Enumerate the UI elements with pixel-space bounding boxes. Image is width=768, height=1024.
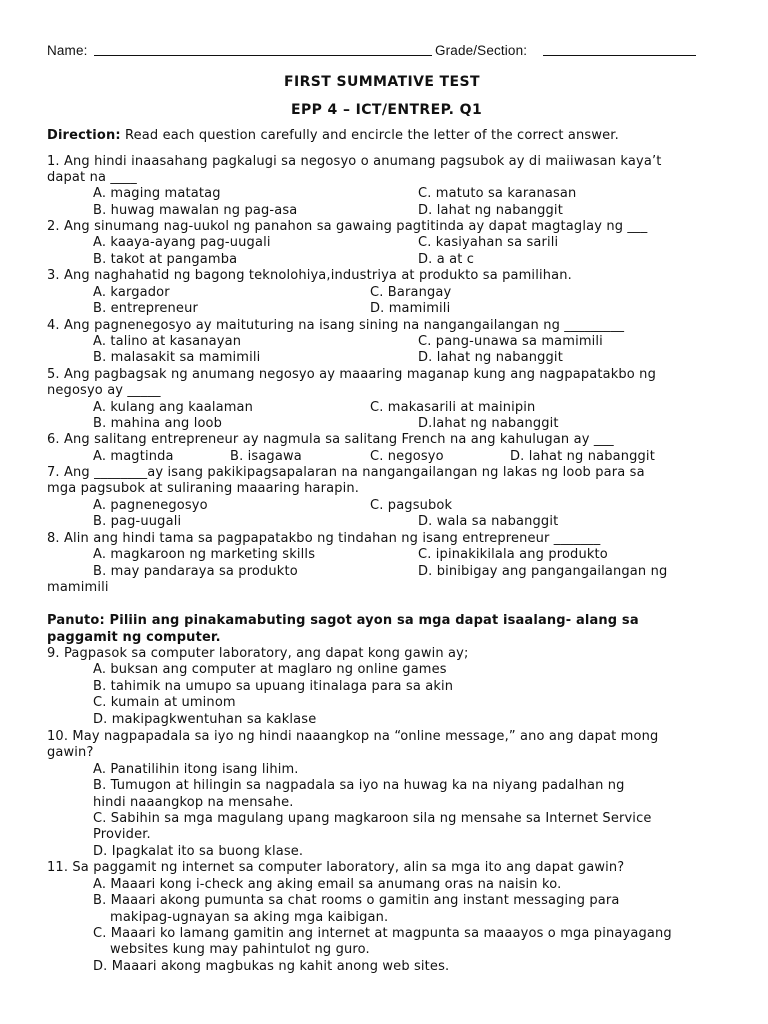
- q1-option-d[interactable]: D. lahat ng nabanggit: [418, 203, 563, 218]
- q3-stem: 3. Ang naghahatid ng bagong teknolohiya,industriya at produkto sa pamilihan.: [47, 268, 572, 283]
- q3-option-c[interactable]: C. Barangay: [370, 285, 452, 300]
- q10-stem-line1: 10. May nagpapadala sa iyo ng hindi naaangkop na “online message,” ano ang dapat mong: [47, 729, 659, 744]
- q10-stem-line2: gawin?: [47, 745, 94, 760]
- q5-option-a[interactable]: A. kulang ang kaalaman: [93, 400, 254, 415]
- grade-section-blank[interactable]: [543, 43, 696, 61]
- q9-option-b[interactable]: B. tahimik na umupo sa upuang itinalaga para sa akin: [93, 679, 454, 694]
- q11-option-c-line2: websites kung may pahintulot ng guro.: [110, 942, 370, 957]
- q8-option-c[interactable]: C. ipinakikilala ang produkto: [418, 547, 608, 562]
- q1-option-c[interactable]: C. matuto sa karanasan: [418, 186, 577, 201]
- q11-option-c-line1[interactable]: C. Maaari ko lamang gamitin ang internet at magpunta sa maaayos o mga pinayagang: [93, 926, 672, 941]
- q8-option-b[interactable]: B. may pandaraya sa produkto: [93, 564, 298, 579]
- q4-stem: 4. Ang pagnenegosyo ay maituturing na isang sining na nangangailangan ng _________: [47, 318, 625, 333]
- q11-option-b-line1[interactable]: B. Maaari akong pumunta sa chat rooms o gamitin ang instant messaging para: [93, 893, 620, 908]
- q11-option-a[interactable]: A. Maaari kong i-check ang aking email sa anumang oras na naisin ko.: [93, 877, 562, 892]
- q6-option-b[interactable]: B. isagawa: [230, 449, 302, 464]
- q6-option-c[interactable]: C. negosyo: [370, 449, 444, 464]
- q8-option-a[interactable]: A. magkaroon ng marketing skills: [93, 547, 316, 562]
- panuto-line2: paggamit ng computer.: [47, 630, 221, 645]
- q4-option-d[interactable]: D. lahat ng nabanggit: [418, 350, 563, 365]
- q10-option-c-line2: Provider.: [93, 827, 151, 842]
- q2-option-a[interactable]: A. kaaya-ayang pag-uugali: [93, 235, 271, 250]
- q3-option-a[interactable]: A. kargador: [93, 285, 170, 300]
- name-label: Name:: [47, 43, 88, 58]
- q1-stem-line1: 1. Ang hindi inaasahang pagkalugi sa negosyo o anumang pagsubok ay di maiiwasan kaya’t: [47, 154, 662, 169]
- q2-option-b[interactable]: B. takot at pangamba: [93, 252, 238, 267]
- q5-stem-line1: 5. Ang pagbagsak ng anumang negosyo ay maaaring maganap kung ang nagpapatakbo ng: [47, 367, 656, 382]
- q2-option-c[interactable]: C. kasiyahan sa sarili: [418, 235, 559, 250]
- q1-option-a[interactable]: A. maging matatag: [93, 186, 221, 201]
- grade-section-label: Grade/Section:: [435, 43, 528, 58]
- q6-stem: 6. Ang salitang entrepreneur ay nagmula sa salitang French na ang kahulugan ay ___: [47, 432, 614, 447]
- q7-stem-line2: mga pagsubok at suliraning maaaring harapin.: [47, 481, 360, 496]
- q5-option-c[interactable]: C. makasarili at mainipin: [370, 400, 536, 415]
- direction-text: Read each question carefully and encircle the letter of the correct answer.: [120, 128, 619, 143]
- direction-label: Direction:: [47, 128, 121, 143]
- q7-option-a[interactable]: A. pagnenegosyo: [93, 498, 208, 513]
- q7-option-d[interactable]: D. wala sa nabanggit: [418, 514, 559, 529]
- q10-option-b-line2: hindi naaangkop na mensahe.: [93, 795, 294, 810]
- q4-option-b[interactable]: B. malasakit sa mamimili: [93, 350, 261, 365]
- q5-option-d[interactable]: D.lahat ng nabanggit: [418, 416, 559, 431]
- q10-option-b-line1[interactable]: B. Tumugon at hilingin sa nagpadala sa iyo na huwag ka na niyang padalhan ng: [93, 778, 625, 793]
- q9-option-d[interactable]: D. makipagkwentuhan sa kaklase: [93, 712, 317, 727]
- q1-stem-line2: dapat na ____: [47, 170, 137, 185]
- q8-stem: 8. Alin ang hindi tama sa pagpapatakbo ng tindahan ng isang entrepreneur _______: [47, 531, 601, 546]
- q10-option-d[interactable]: D. Ipagkalat ito sa buong klase.: [93, 844, 304, 859]
- q4-option-c[interactable]: C. pang-unawa sa mamimili: [418, 334, 603, 349]
- q5-stem-line2: negosyo ay _____: [47, 383, 161, 398]
- q7-stem-line1: 7. Ang ________ay isang pakikipagsapalaran na nangangailangan ng lakas ng loob para sa: [47, 465, 645, 480]
- q9-stem: 9. Pagpasok sa computer laboratory, ang dapat kong gawin ay;: [47, 646, 469, 661]
- q11-stem: 11. Sa paggamit ng internet sa computer laboratory, alin sa mga ito ang dapat gawin?: [47, 860, 625, 875]
- q2-option-d[interactable]: D. a at c: [418, 252, 475, 267]
- test-title: FIRST SUMMATIVE TEST: [284, 74, 480, 90]
- panuto-line1: Panuto: Piliin ang pinakamabuting sagot ayon sa mga dapat isaalang- alang sa: [47, 613, 639, 628]
- test-subtitle: EPP 4 – ICT/ENTREP. Q1: [291, 102, 483, 118]
- q6-option-d[interactable]: D. lahat ng nabanggit: [510, 449, 655, 464]
- q10-option-a[interactable]: A. Panatilihin itong isang lihim.: [93, 762, 299, 777]
- q2-stem: 2. Ang sinumang nag-uukol ng panahon sa gawaing pagtitinda ay dapat magtaglay ng ___: [47, 219, 648, 234]
- q3-option-b[interactable]: B. entrepreneur: [93, 301, 198, 316]
- q5-option-b[interactable]: B. mahina ang loob: [93, 416, 223, 431]
- q11-option-b-line2: makipag-ugnayan sa aking mga kaibigan.: [110, 910, 389, 925]
- q11-option-d[interactable]: D. Maaari akong magbukas ng kahit anong web sites.: [93, 959, 450, 974]
- direction: [47, 128, 619, 144]
- q7-option-b[interactable]: B. pag-uugali: [93, 514, 182, 529]
- q9-option-c[interactable]: C. kumain at uminom: [93, 695, 236, 710]
- q9-option-a[interactable]: A. buksan ang computer at maglaro ng online games: [93, 662, 447, 677]
- q3-option-d[interactable]: D. mamimili: [370, 301, 451, 316]
- q8-option-d-continued: mamimili: [47, 580, 109, 595]
- q1-option-b[interactable]: B. huwag mawalan ng pag-asa: [93, 203, 298, 218]
- q6-option-a[interactable]: A. magtinda: [93, 449, 174, 464]
- name-blank[interactable]: [94, 43, 432, 61]
- q4-option-a[interactable]: A. talino at kasanayan: [93, 334, 242, 349]
- q8-option-d[interactable]: D. binibigay ang pangangailangan ng: [418, 564, 668, 579]
- q10-option-c-line1[interactable]: C. Sabihin sa mga magulang upang magkaroon sila ng mensahe sa Internet Service: [93, 811, 652, 826]
- q7-option-c[interactable]: C. pagsubok: [370, 498, 453, 513]
